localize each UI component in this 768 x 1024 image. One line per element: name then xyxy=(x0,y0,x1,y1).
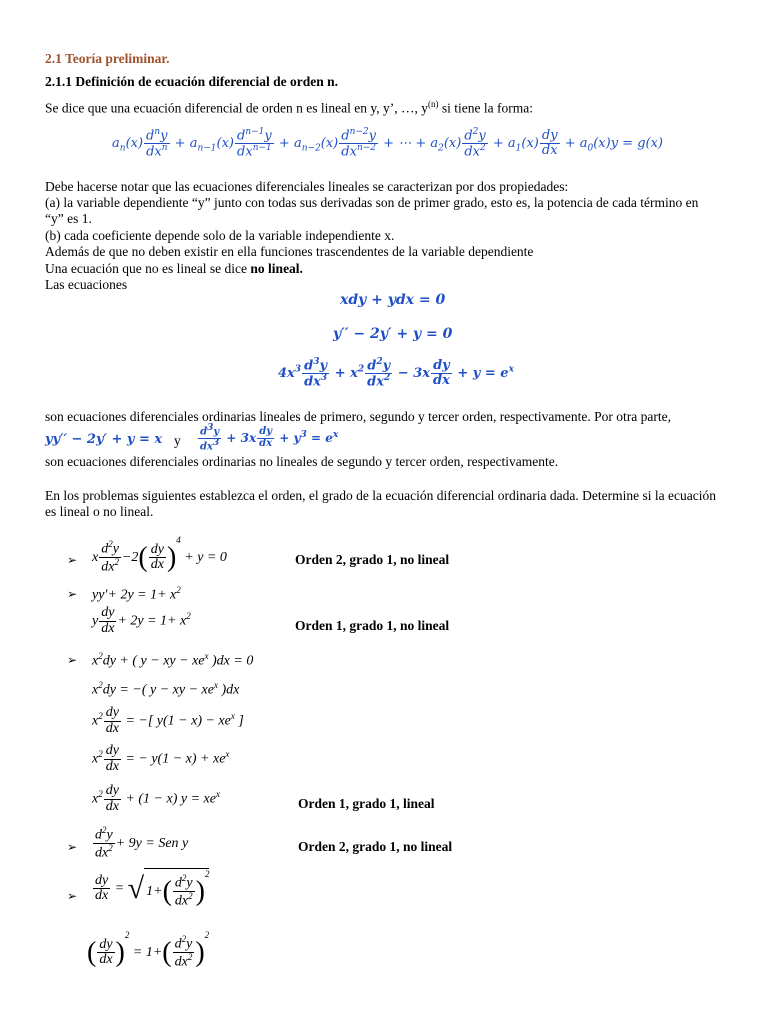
problem-1-answer: Orden 2, grado 1, no lineal xyxy=(295,552,450,567)
bullet-arrow-icon: ➢ xyxy=(67,587,78,601)
note-line-1: Debe hacerse notar que las ecuaciones diferenciales lineales se caracterizan por dos propiedades: xyxy=(45,179,569,194)
equations-label: Las ecuaciones xyxy=(45,277,128,292)
problem-4-equation: $\frac{d^2y}{dx^2}$ + 9y = Sen y xyxy=(95,825,189,861)
nonlinear-example-1: yy′′ − 2y′ + y = x xyxy=(45,432,163,447)
note-line-5: Además de que no deben existir en ella funciones trascendentes de la variable dependiente xyxy=(45,244,534,259)
nonlinear-pre: Una ecuación que no es lineal se dice xyxy=(45,261,251,276)
problem-3-step-4: $x^2$ $\frac{dy}{dx}$ = − $y(1 - x) + xe^x$ xyxy=(92,743,230,774)
problem-3-answer: Orden 1, grado 1, lineal xyxy=(298,796,435,811)
problem-3-step-3: $x^2$ $\frac{dy}{dx}$ = −[ $y(1 - x) - xe^x$ ] xyxy=(92,705,244,736)
bullet-arrow-icon: ➢ xyxy=(67,653,78,667)
problem-3-step-2: $x^2dy$ = −( y − xy − $xe^x$ )dx xyxy=(92,680,240,698)
problem-2-equation-b: y $\frac{dy}{dx}$ + $2y = 1+ x^2$ xyxy=(92,605,191,636)
problem-2-answer: Orden 1, grado 1, no lineal xyxy=(295,618,450,633)
general-linear-equation: $a_n(x)$ $\frac{d^ny}{dx^n}$ + $a_{n-1}(x)$ $\frac{d^{n-1}y}{dx^{n-1}}$ + $a_{n-2}(x)$ $\frac{d^{n-2}y}{dx^{n-2}}$ + ⋯ + $a_2(x)$ $\frac{d^2y}{dx^2}$ + $a_1(x)$ $\frac{dy}{dx}$ + $a_0(x)y = g(x)$ xyxy=(112,127,663,160)
problem-3-step-1: $x^2dy$ + ( y − xy − $xe^x$ )dx = 0 xyxy=(92,651,254,669)
problem-3-step-5: $x^2$ $\frac{dy}{dx}$ + (1 − x) $y = xe^x$ xyxy=(92,783,220,814)
nonlinear-description: son ecuaciones diferenciales ordinarias no lineales de segundo y tercer orden, respectivamente. xyxy=(45,454,559,469)
problems-intro-1: En los problemas siguientes establezca el orden, el grado de la ecuación diferencial ordinaria dada. Determine si la ecuación xyxy=(45,488,716,503)
bullet-arrow-icon: ➢ xyxy=(67,840,78,854)
note-line-2: (a) la variable dependiente “y” junto con todas sus derivadas son de primer grado, esto es, la potencia de cada término en xyxy=(45,195,699,210)
subsection-heading: 2.1.1 Definición de ecuación diferencial de orden n. xyxy=(45,74,338,89)
problem-2-equation-a: $yy'+ 2y = 1+ x^2$ xyxy=(92,585,181,603)
nonlinear-bold: no lineal. xyxy=(250,261,303,276)
intro-text xyxy=(45,96,533,117)
linear-description: son ecuaciones diferenciales ordinarias lineales de primero, segundo y tercer orden, respectivamente. Por otra parte, xyxy=(45,409,671,424)
nonlinear-definition xyxy=(45,261,303,277)
y-connector: y xyxy=(174,433,181,448)
problems-intro-2: es lineal o no lineal. xyxy=(45,504,154,519)
note-line-3: “y” es 1. xyxy=(45,211,92,226)
note-line-4: (b) cada coeficiente depende solo de la variable independiente x. xyxy=(45,228,395,243)
problem-5-equation-b: ( $\frac{dy}{dx}$ )$^2$ = 1+( $\frac{d^2y}{dx^2}$ )$^2$ xyxy=(87,930,210,970)
problem-5-equation-a: $\frac{dy}{dx}$ = √ 1+( $\frac{d^2y}{dx^2}$ )$^2$ xyxy=(95,869,210,909)
problem-4-answer: Orden 2, grado 1, no lineal xyxy=(298,839,453,854)
intro-end: si tiene la forma: xyxy=(438,100,533,116)
problem-1-equation: x $\frac{d^2y}{dx^2}$ −2( $\frac{dy}{dx}$ )$^4$ + y = 0 xyxy=(92,535,227,575)
nonlinear-example-2: $\frac{d^3y}{dx^3}$ + 3x $\frac{dy}{dx}$ + $y^3 = e^x$ xyxy=(200,423,339,453)
bullet-arrow-icon: ➢ xyxy=(67,889,78,903)
section-heading: 2.1 Teoría preliminar. xyxy=(45,51,170,66)
linear-example-3: $4x^3$ $\frac{d^3y}{dx^3}$ + $x^2$ $\frac{d^2y}{dx^2}$ − 3x $\frac{dy}{dx}$ + $y = e^x$ xyxy=(278,357,514,390)
bullet-arrow-icon: ➢ xyxy=(67,553,78,567)
intro-main: Se dice que una ecuación diferencial de orden n es lineal en y, y’, …, y xyxy=(45,100,428,116)
intro-sup: (n) xyxy=(427,99,439,109)
linear-example-2: y′′ − 2y′ + y = 0 xyxy=(333,326,453,342)
linear-example-1: xdy + ydx = 0 xyxy=(340,292,446,308)
